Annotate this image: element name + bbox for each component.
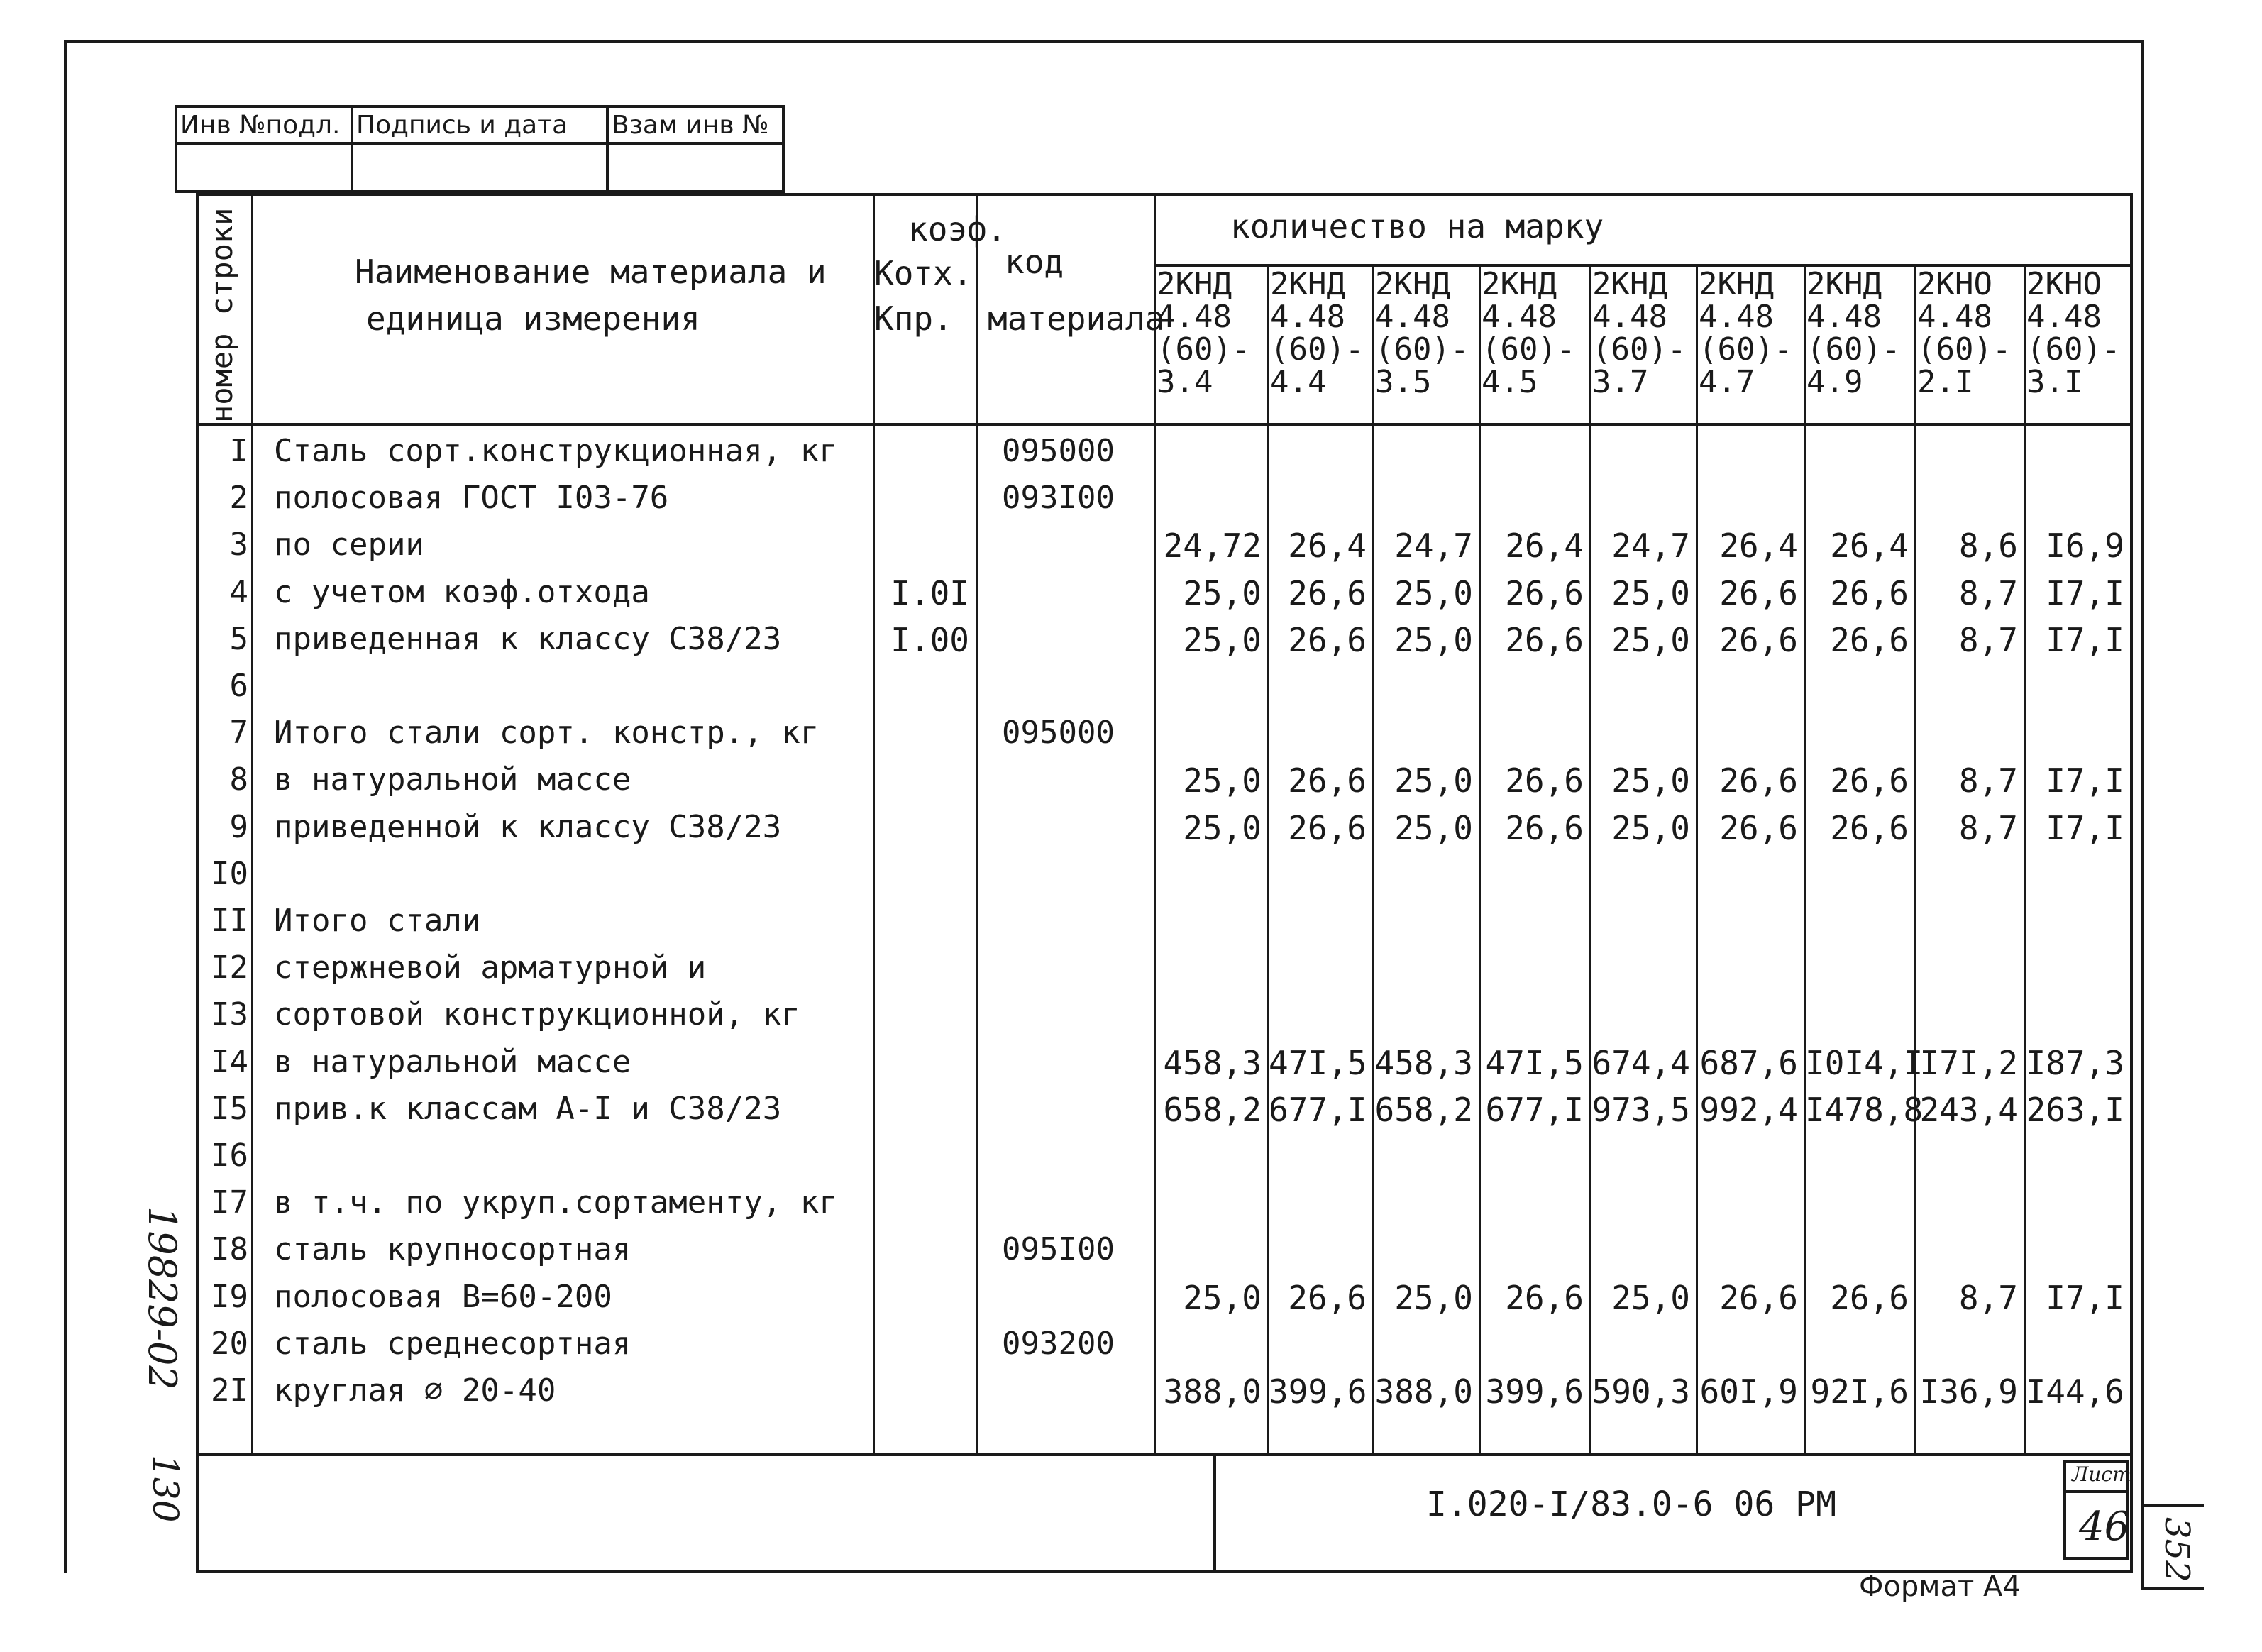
quantity-cell: I7,I: [2046, 1278, 2124, 1317]
quantity-cell: 26,6: [1719, 1278, 1798, 1317]
row-number: I: [229, 433, 248, 469]
quantity-cell: 47I,5: [1269, 1043, 1367, 1082]
material-name: прив.к классам А-I и С38/23: [274, 1090, 782, 1127]
quantity-cell: 26,6: [1505, 620, 1584, 659]
title-block-divider: [1213, 1453, 1216, 1570]
quantity-cell: 8,7: [1958, 573, 2018, 612]
quantity-cell: 26,6: [1505, 573, 1584, 612]
quantity-cell: 8,7: [1958, 1278, 2018, 1317]
quantity-cell: I7I,2: [1919, 1043, 2018, 1082]
material-name: сталь крупносортная: [274, 1231, 631, 1268]
row-number: I9: [211, 1278, 248, 1315]
quantity-cell: 26,6: [1719, 808, 1798, 847]
quantity-cell: 26,4: [1505, 527, 1584, 566]
stamp-cell-sign: [353, 108, 609, 190]
coef-header-line3: Кпр.: [874, 299, 953, 338]
sheet-label: Лист: [2072, 1463, 2131, 1486]
quantity-cell: 24,7: [1611, 527, 1690, 566]
format-label: Формат А4: [1859, 1570, 2021, 1603]
quantity-cell: 60I,9: [1699, 1372, 1798, 1411]
quantity-cell: 674,4: [1591, 1043, 1690, 1082]
col-divider-rowno: [251, 196, 253, 1453]
material-name: по серии: [274, 527, 424, 563]
quantity-cell: 26,6: [1830, 808, 1909, 847]
quantity-cell: 26,6: [1719, 620, 1798, 659]
quantity-cell: 25,0: [1183, 1278, 1262, 1317]
row-number-header: номер строки: [204, 207, 239, 423]
row-number: II: [211, 903, 248, 939]
row-number: I5: [211, 1090, 248, 1127]
side-number: 352: [2157, 1517, 2197, 1582]
quantity-cell: 26,4: [1830, 527, 1909, 566]
quantity-cell: 388,0: [1374, 1372, 1473, 1411]
materials-table: [196, 193, 2133, 1456]
quantity-cell: 26,6: [1505, 761, 1584, 800]
quantity-cell: 399,6: [1485, 1372, 1584, 1411]
stamp-cell-vzam: [609, 108, 782, 190]
quantity-cell: 243,4: [1919, 1090, 2018, 1129]
quantity-cell: 992,4: [1699, 1090, 1798, 1129]
quantity-cell: 26,4: [1288, 527, 1367, 566]
quantity-cell: 399,6: [1269, 1372, 1367, 1411]
header-bottom-line: [199, 423, 2133, 426]
quantity-cell: 263,I: [2026, 1090, 2124, 1129]
col-divider-coef: [976, 196, 978, 1453]
mark-header: 2КНД 4.48 (60)- 4.7: [1699, 266, 1793, 400]
sheet-box: [2063, 1460, 2129, 1560]
mark-header: 2КНД 4.48 (60)- 3.7: [1592, 266, 1687, 400]
material-code: 095000: [1002, 433, 1115, 469]
quantity-cell: I44,6: [2026, 1372, 2124, 1411]
quantity-cell: 25,0: [1394, 1278, 1473, 1317]
quantity-cell: I7,I: [2046, 620, 2124, 659]
quantity-cell: 25,0: [1611, 761, 1690, 800]
row-number: 6: [229, 668, 248, 704]
mark-header: 2КНД 4.48 (60)- 3.5: [1375, 266, 1469, 400]
quantity-cell: I87,3: [2026, 1043, 2124, 1082]
row-number: 20: [211, 1325, 248, 1362]
quantity-cell: 26,6: [1830, 761, 1909, 800]
col-divider-name: [873, 196, 875, 1453]
row-number: 9: [229, 808, 248, 845]
quantity-cell: I36,9: [1919, 1372, 2018, 1411]
col-divider-mark: [2024, 264, 2026, 1453]
quantity-cell: 92I,6: [1810, 1372, 1909, 1411]
material-name: в натуральной массе: [274, 1043, 631, 1080]
material-name: Сталь сорт.конструкционная, кг: [274, 433, 838, 469]
material-name: с учетом коэф.отхода: [274, 573, 650, 610]
material-name: круглая ⌀ 20-40: [274, 1372, 556, 1409]
mark-header: 2КНД 4.48 (60)- 4.4: [1270, 266, 1364, 400]
mark-header: 2КНД 4.48 (60)- 3.4: [1157, 266, 1251, 400]
row-number: 8: [229, 761, 248, 798]
quantity-cell: 26,6: [1830, 1278, 1909, 1317]
stamp-vzam-label: Взам инв №: [612, 111, 769, 140]
material-name: приведенной к классу С38/23: [274, 808, 782, 845]
row-number: I6: [211, 1138, 248, 1174]
sheet-box-divider: [2066, 1490, 2126, 1493]
quantity-cell: 658,2: [1163, 1090, 1262, 1129]
stamp-sign-label: Подпись и дата: [356, 111, 568, 140]
quantity-cell: I7,I: [2046, 573, 2124, 612]
material-name: Итого стали: [274, 903, 481, 939]
quantity-cell: 25,0: [1183, 808, 1262, 847]
quantity-cell: 458,3: [1374, 1043, 1473, 1082]
material-code: 095I00: [1002, 1231, 1115, 1268]
quantity-cell: 47I,5: [1485, 1043, 1584, 1082]
material-code: 093200: [1002, 1325, 1115, 1362]
quantity-cell: I0I4,I: [1805, 1043, 1924, 1082]
left-handwritten-small: 130: [145, 1455, 186, 1523]
quantity-cell: 26,6: [1830, 620, 1909, 659]
row-number: 2I: [211, 1372, 248, 1409]
material-name: приведенная к классу С38/23: [274, 620, 782, 657]
row-number: I3: [211, 996, 248, 1033]
row-number: I4: [211, 1043, 248, 1080]
row-number: I8: [211, 1231, 248, 1268]
col-divider-mark: [1372, 264, 1374, 1453]
mark-header: 2КНО 4.48 (60)- 2.I: [1917, 266, 2012, 400]
material-name: полосовая ГОСТ I03-76: [274, 480, 669, 517]
name-header-line2: единица измерения: [366, 299, 700, 338]
quantity-cell: 26,6: [1830, 573, 1909, 612]
quantity-cell: 26,6: [1288, 1278, 1367, 1317]
quantity-cell: I7,I: [2046, 808, 2124, 847]
quantity-cell: 388,0: [1163, 1372, 1262, 1411]
material-name: в натуральной массе: [274, 761, 631, 798]
quantity-cell: 25,0: [1394, 573, 1473, 612]
quantity-cell: 677,I: [1485, 1090, 1584, 1129]
quantity-cell: 25,0: [1394, 808, 1473, 847]
quantity-cell: 25,0: [1183, 620, 1262, 659]
row-number: 5: [229, 620, 248, 657]
quantity-cell: 26,6: [1288, 808, 1367, 847]
document-code: I.020-I/83.0-6 06 РМ: [1426, 1485, 1836, 1524]
quantity-cell: I478,8: [1805, 1090, 1924, 1129]
mark-header: 2КНД 4.48 (60)- 4.9: [1806, 266, 1901, 400]
stamp-cell-inv: [177, 108, 353, 190]
row-number: 4: [229, 573, 248, 610]
material-code: 095000: [1002, 715, 1115, 751]
material-name: полосовая В=60-200: [274, 1278, 612, 1315]
row-number: 2: [229, 480, 248, 517]
material-code: 093I00: [1002, 480, 1115, 517]
quantity-cell: 25,0: [1611, 808, 1690, 847]
quantity-cell: 8,7: [1958, 761, 2018, 800]
coef-header-line2: Котх.: [874, 254, 973, 292]
row-number: I0: [211, 855, 248, 892]
quantity-header: количество на марку: [1230, 207, 1604, 246]
quantity-cell: 687,6: [1699, 1043, 1798, 1082]
quantity-cell: 25,0: [1611, 573, 1690, 612]
material-name: в т.ч. по укруп.сортаменту, кг: [274, 1184, 838, 1221]
quantity-cell: 26,6: [1505, 808, 1584, 847]
quantity-cell: 25,0: [1611, 1278, 1690, 1317]
quantity-cell: 25,0: [1183, 573, 1262, 612]
quantity-cell: 26,6: [1719, 573, 1798, 612]
quantity-cell: 24,72: [1163, 527, 1262, 566]
quantity-cell: 26,6: [1505, 1278, 1584, 1317]
sheet-number: 46: [2079, 1504, 2130, 1550]
row-number: 3: [229, 527, 248, 563]
coef-header-line1: коэф.: [908, 210, 1007, 248]
col-divider-mark: [1589, 264, 1591, 1453]
quantity-cell: 8,6: [1958, 527, 2018, 566]
row-number: 7: [229, 715, 248, 751]
material-name: сортовой конструкционной, кг: [274, 996, 800, 1033]
material-name: Итого стали сорт. констр., кг: [274, 715, 820, 751]
quantity-cell: 26,6: [1288, 761, 1367, 800]
coef-value: I.0I: [890, 573, 969, 612]
quantity-cell: 458,3: [1163, 1043, 1262, 1082]
col-divider-mark: [1804, 264, 1806, 1453]
coef-value: I.00: [890, 620, 969, 659]
row-number: I7: [211, 1184, 248, 1221]
col-divider-mark: [1914, 264, 1916, 1453]
code-header-line2: материала: [988, 299, 1165, 338]
col-divider-mark: [1696, 264, 1698, 1453]
quantity-cell: 26,6: [1288, 573, 1367, 612]
quantity-cell: 973,5: [1591, 1090, 1690, 1129]
quantity-cell: 590,3: [1591, 1372, 1690, 1411]
name-header-line1: Наименование материала и: [355, 253, 827, 291]
quantity-cell: 658,2: [1374, 1090, 1473, 1129]
quantity-cell: 8,7: [1958, 620, 2018, 659]
approval-stamp: [175, 105, 785, 193]
quantity-cell: 677,I: [1269, 1090, 1367, 1129]
quantity-cell: 25,0: [1611, 620, 1690, 659]
stamp-inv-label: Инв №подл.: [180, 111, 341, 140]
quantity-cell: 25,0: [1183, 761, 1262, 800]
quantity-cell: 26,6: [1288, 620, 1367, 659]
material-name: стержневой арматурной и: [274, 949, 707, 986]
mark-header: 2КНД 4.48 (60)- 4.5: [1482, 266, 1576, 400]
material-name: сталь среднесортная: [274, 1325, 631, 1362]
quantity-cell: 24,7: [1394, 527, 1473, 566]
quantity-cell: I7,I: [2046, 761, 2124, 800]
left-handwritten-number: 19829-02: [140, 1206, 184, 1390]
quantity-cell: 25,0: [1394, 620, 1473, 659]
mark-header: 2КНО 4.48 (60)- 3.I: [2026, 266, 2121, 400]
code-header-line1: код: [1005, 243, 1064, 281]
quantity-cell: 26,4: [1719, 527, 1798, 566]
quantity-cell: 8,7: [1958, 808, 2018, 847]
row-number: I2: [211, 949, 248, 986]
quantity-cell: 26,6: [1719, 761, 1798, 800]
col-divider-mark: [1479, 264, 1481, 1453]
col-divider-mark: [1267, 264, 1269, 1453]
title-block: [196, 1453, 2133, 1573]
quantity-cell: 25,0: [1394, 761, 1473, 800]
quantity-cell: I6,9: [2046, 527, 2124, 566]
